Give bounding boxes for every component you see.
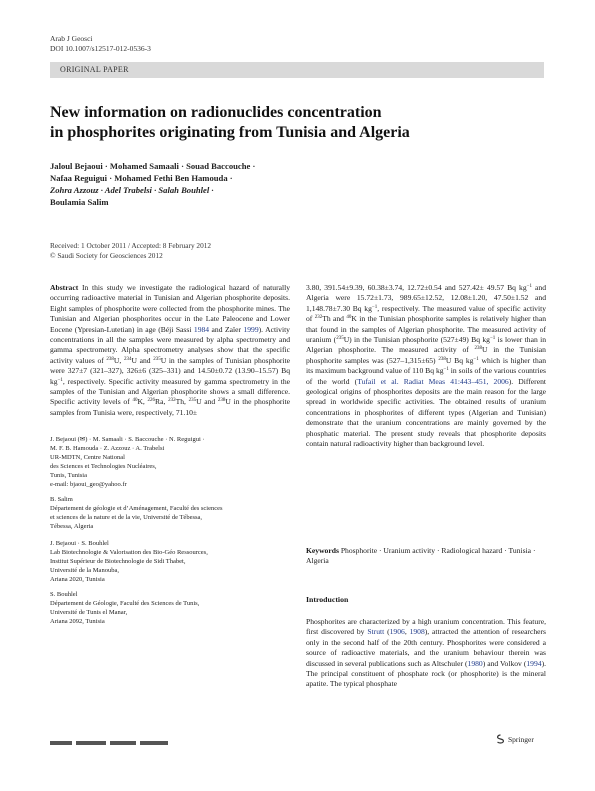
affiliation-block: S. Bouhlel Département de Géologie, Faculté des Sciences de Tunis, Université de Tunis el Manar, Ariana 2092, Tunisia	[50, 591, 200, 625]
abstract-continued: 3.80, 391.54±9.39, 60.38±3.74, 12.72±0.54 and 527.42± 49.57 Bq $kg^{-1}$ and Algeria were 15.72±1.73, 989.65±12.52, 12.08±1.20, 47.50±1.52 and 1,148.78±7.30 Bq $kg^{-1}$, respectively. The measured value of specific activity of $^{232}$Th and $^{40}$K in the Tunisian phosphorite samples is relatively higher than that found in the samples of Algerian phosphorite. The measured activity of uranium ($^{235}$U) in the Tunisian phosphorite (527±49) Bq $kg^{-1}$ is lower than in Algerian phosphorite. The measured activity of $^{238}$U in the Tunisian phosphorite samples was (527–1,315±65) $^{238}$U Bq $kg^{-1}$ which is higher than its maximum background value of 110 Bq $kg^{-1}$ in soils of the various countries of the world (Tufail et al. Radiat Meas 41:443–451, 2006). Different geological origins of phosphorites deposits are the main reason for the large spread in worldwide specific activities. The obtained results of uranium concentrations in phosphorites of different types (Algerian and Tunisian) demonstrate that the uranium concentrations are mainly governed by the phosphatic material. The present study reveals that phosphorite deposits contain natural radioactivity higher than background level.	[306, 283, 547, 449]
article-dates	[50, 241, 211, 261]
section-heading-introduction: Introduction	[306, 595, 349, 604]
citation-link[interactable]: 1980	[467, 658, 483, 668]
footer-artifact	[50, 739, 170, 747]
affiliation-block: J. Bejaoui (✉) · M. Samaali · S. Baccouche · N. Reguigui · M. F. B. Hamouda · Z. Azzouz · A. Trabelsi UR-MDTN, Centre National des Sciences et Technologies Nucléaires, Tunis, Tunisia e-mail: bjaoui_geo@yahoo.fr	[50, 436, 290, 489]
citation-link[interactable]: Tufail et al. Radiat Meas 41:443–451, 2006	[357, 376, 509, 386]
authors-line-4: Boulamia Salim	[50, 197, 109, 207]
article-type-label: ORIGINAL PAPER	[60, 65, 129, 74]
citation-link[interactable]: 1999	[243, 324, 259, 334]
abstract-label: Abstract	[50, 283, 79, 292]
keywords	[306, 546, 546, 567]
citation-link[interactable]: 1994	[526, 658, 542, 668]
keywords-list: Phosphorite · Uranium activity · Radiological hazard · Tunisia · Algeria	[306, 546, 536, 566]
keywords-label: Keywords	[306, 546, 339, 555]
copyright: © Saudi Society for Geosciences 2012	[50, 251, 163, 260]
paper-title	[50, 103, 544, 142]
introduction-text: Phosphorites are characterized by a high uranium concentration. This feature, first discovered by Strutt (1906, 1908), attracted the attention of researchers only in the second half of the 20th century. Phosphorites were considered a source of radioactive materials, and the uranium behaviour therein was discussed in several publications such as Altschuler (1980) and Volkov (1994). The principal constituent of phosphate rock (or phosphorite) is the mineral apatite. The typical phosphate	[306, 617, 546, 689]
journal-header	[50, 34, 151, 54]
authors-line-1: Jaloul Bejaoui · Mohamed Samaali · Souad Baccouche ·	[50, 161, 256, 171]
affiliation-block: B. Salim Département de géologie et d’Aménagement, Faculté des sciences et sciences de la nature et de la vie, Université de Tébessa, Tébessa, Algeria	[50, 496, 223, 530]
publisher-name: Springer	[508, 735, 534, 744]
doi[interactable]: DOI 10.1007/s12517-012-0536-3	[50, 44, 151, 53]
affiliation-block: J. Bejaoui · S. Bouhlel Lab Biotechnologie & Valorisation des Bio-Géo Ressources, Institut Supérieur de Biotechnologie de Sidi Thabet, Université de la Manouba, Ariana 2020, Tunisia	[50, 540, 208, 583]
article-type-banner	[50, 62, 544, 78]
title-line-1: New information on radionuclides concentration	[50, 104, 382, 121]
authors-line-3: Zohra Azzouz · Adel Trabelsi · Salah Bouhlel ·	[50, 185, 214, 195]
springer-logo-icon	[496, 734, 505, 744]
citation-link[interactable]: 1908	[409, 627, 425, 637]
citation-link[interactable]: Strutt	[367, 627, 385, 637]
citation-link[interactable]: 1906	[389, 627, 405, 637]
authors-line-2: Nafaa Reguigui · Mohamed Fethi Ben Hamouda ·	[50, 173, 233, 183]
received-accepted: Received: 1 October 2011 / Accepted: 8 February 2012	[50, 241, 212, 250]
author-list	[50, 160, 350, 208]
abstract: Abstract In this study we investigate the radiological hazard of naturally occurring radioactive material in Tunisian and Algerian phosphorite deposits. Eight samples of phosphorite were collected from the phosphorite mines. The Tunisian and Algerian phosphorites occur in the Late Paleocene and Lower Eocene (Ypresian-Lutetian) in age (Béji Sassi 1984 and Zaïer 1999). Activity concentrations in all the samples were measured by alpha spectrometry and gamma spectrometry. Alpha spectrometry analyses show that the specific activity values of $^{238}$U, $^{234}$U and $^{235}$U in the samples of Tunisian phosphorite were 327±7 (321–327), 326±6 (325–331) and 14.50±0.72 (13.90–15.57) Bq $kg^{-1}$, respectively. Specific activity measured by gamma spectrometry in the samples of the Tunisian and Algerian phosphorite shows a small difference. Specific activity levels of $^{40}$K, $^{226}$Ra, $^{232}$Th, $^{235}$U and $^{238}$U in the phosphorite samples from Tunisia were, respectively, 71.10±	[50, 283, 291, 417]
citation-link[interactable]: 1984	[193, 324, 210, 334]
title-line-2: in phosphorites originating from Tunisia and Algeria	[50, 123, 410, 141]
journal-name: Arab J Geosci	[50, 34, 93, 43]
author-email[interactable]: e-mail: bjaoui_geo@yahoo.fr	[50, 480, 127, 488]
